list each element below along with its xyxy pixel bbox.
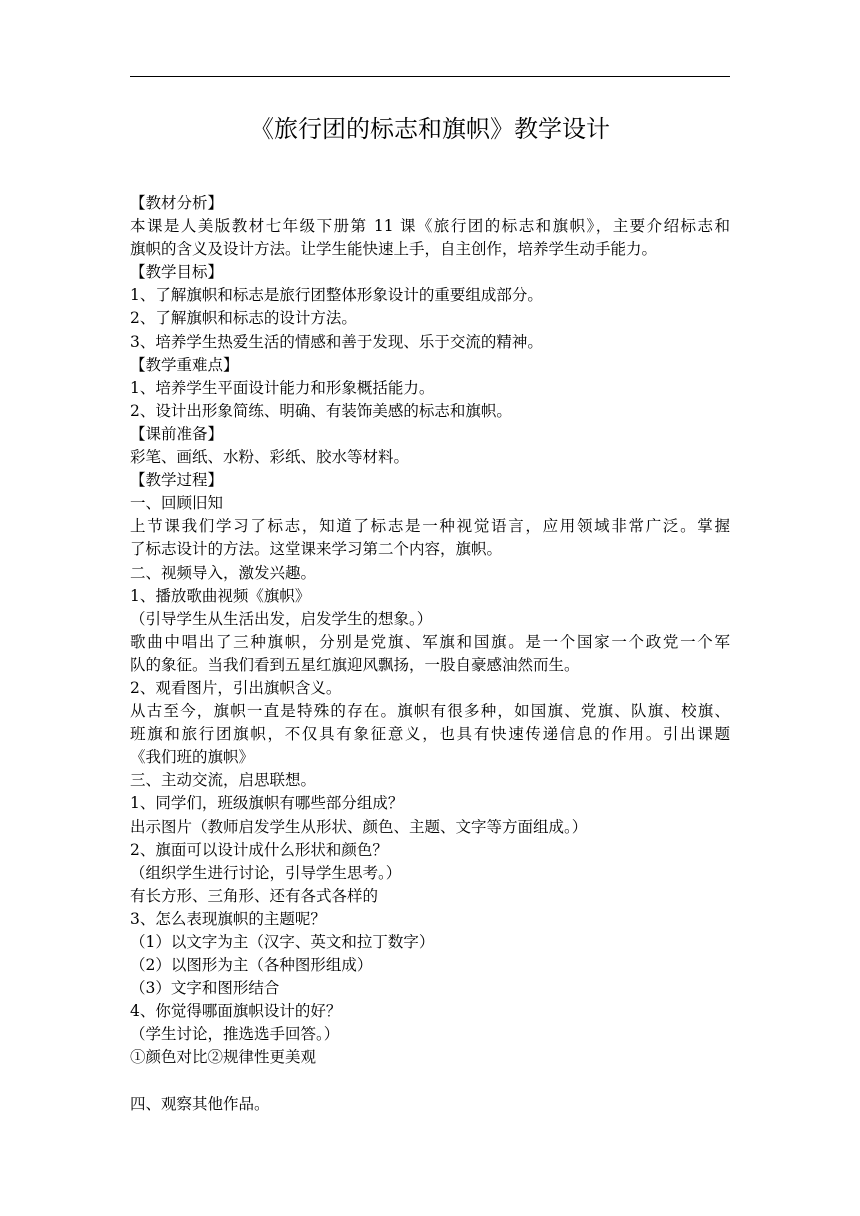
section-heading-key-difficulties: 【教学重难点】 [130,355,239,374]
subsection-heading: 一、回顾旧知 [130,494,224,513]
section-heading-material-analysis: 【教材分析】 [130,194,224,212]
list-item: 1、播放歌曲视频《旗帜》 [130,586,311,605]
section-heading-teaching-goals: 【教学目标】 [130,263,224,282]
paragraph-line: 队的象征。当我们看到五星红旗迎风飘扬，一股自豪感油然而生。 [130,655,580,674]
list-item: 1、了解旗帜和标志是旅行团整体形象设计的重要组成部分。 [130,286,543,305]
list-item: 1、培养学生平面设计能力和形象概括能力。 [130,378,435,397]
list-item: 3、培养学生热爱生活的情感和善于发现、乐于交流的精神。 [130,332,543,351]
document-title: 《旅行团的标志和旗帜》教学设计 [250,115,610,143]
subsection-heading: 四、观察其他作品。 [130,1094,270,1113]
note-line: （学生讨论，推选选手回答。） [130,1025,340,1044]
paragraph-line: 了标志设计的方法。这堂课来学习第二个内容，旗帜。 [130,540,503,559]
list-item: 2、旗面可以设计成什么形状和颜色？ [130,840,388,859]
paragraph-line: 从古至今，旗帜一直是特殊的存在。旗帜有很多种，如国旗、党旗、队旗、校旗、 [130,702,730,721]
list-item: 3、怎么表现旗帜的主题呢？ [130,909,326,928]
paragraph-line: 上节课我们学习了标志，知道了标志是一种视觉语言，应用领域非常广泛。掌握 [130,517,730,536]
document-body [130,192,734,1116]
paragraph-line: 歌曲中唱出了三种旗帜，分别是党旗、军旗和国旗。是一个国家一个政党一个军 [130,632,730,651]
section-heading-preparation: 【课前准备】 [130,424,224,443]
header-rule [130,76,730,77]
blank-line [130,1070,734,1093]
list-item: 1、同学们，班级旗帜有哪些部分组成？ [130,794,404,813]
paragraph-line: ①颜色对比②规律性更美观 [130,1048,317,1067]
paragraph-line: 本课是人美版教材七年级下册第 11 课《旅行团的标志和旗帜》，主要介绍标志和 [130,217,730,236]
list-item: 4、你觉得哪面旗帜设计的好？ [130,1002,342,1021]
note-line: （引导学生从生活出发，启发学生的想象。） [130,609,433,628]
paragraph-line: 《我们班的旗帜》 [130,748,255,767]
paragraph-line: 有长方形、三角形、还有各式各样的 [130,886,379,905]
section-heading-teaching-process: 【教学过程】 [130,471,224,490]
list-item: （1）以文字为主（汉字、英文和拉丁数字） [130,933,435,951]
paragraph-line: 出示图片（教师启发学生从形状、颜色、主题、文字等方面组成。） [130,817,588,836]
list-item: （2）以图形为主（各种图形组成） [130,956,373,975]
paragraph-line: 彩笔、画纸、水粉、彩纸、胶水等材料。 [130,448,410,467]
paragraph-line: 班旗和旅行团旗帜，不仅具有象征意义，也具有快速传递信息的作用。引出课题 [130,725,730,744]
subsection-heading: 三、主动交流，启思联想。 [130,771,317,790]
list-item: 2、观看图片，引出旗帜含义。 [130,678,342,697]
list-item: 2、设计出形象简练、明确、有装饰美感的标志和旗帜。 [130,401,512,420]
list-item: 2、了解旗帜和标志的设计方法。 [130,309,357,328]
list-item: （3）文字和图形结合 [130,979,280,998]
paragraph-line: 旗帜的含义及设计方法。让学生能快速上手，自主创作，培养学生动手能力。 [130,240,658,259]
subsection-heading: 二、视频导入，激发兴趣。 [130,563,317,582]
note-line: （组织学生进行讨论，引导学生思考。） [130,863,402,882]
